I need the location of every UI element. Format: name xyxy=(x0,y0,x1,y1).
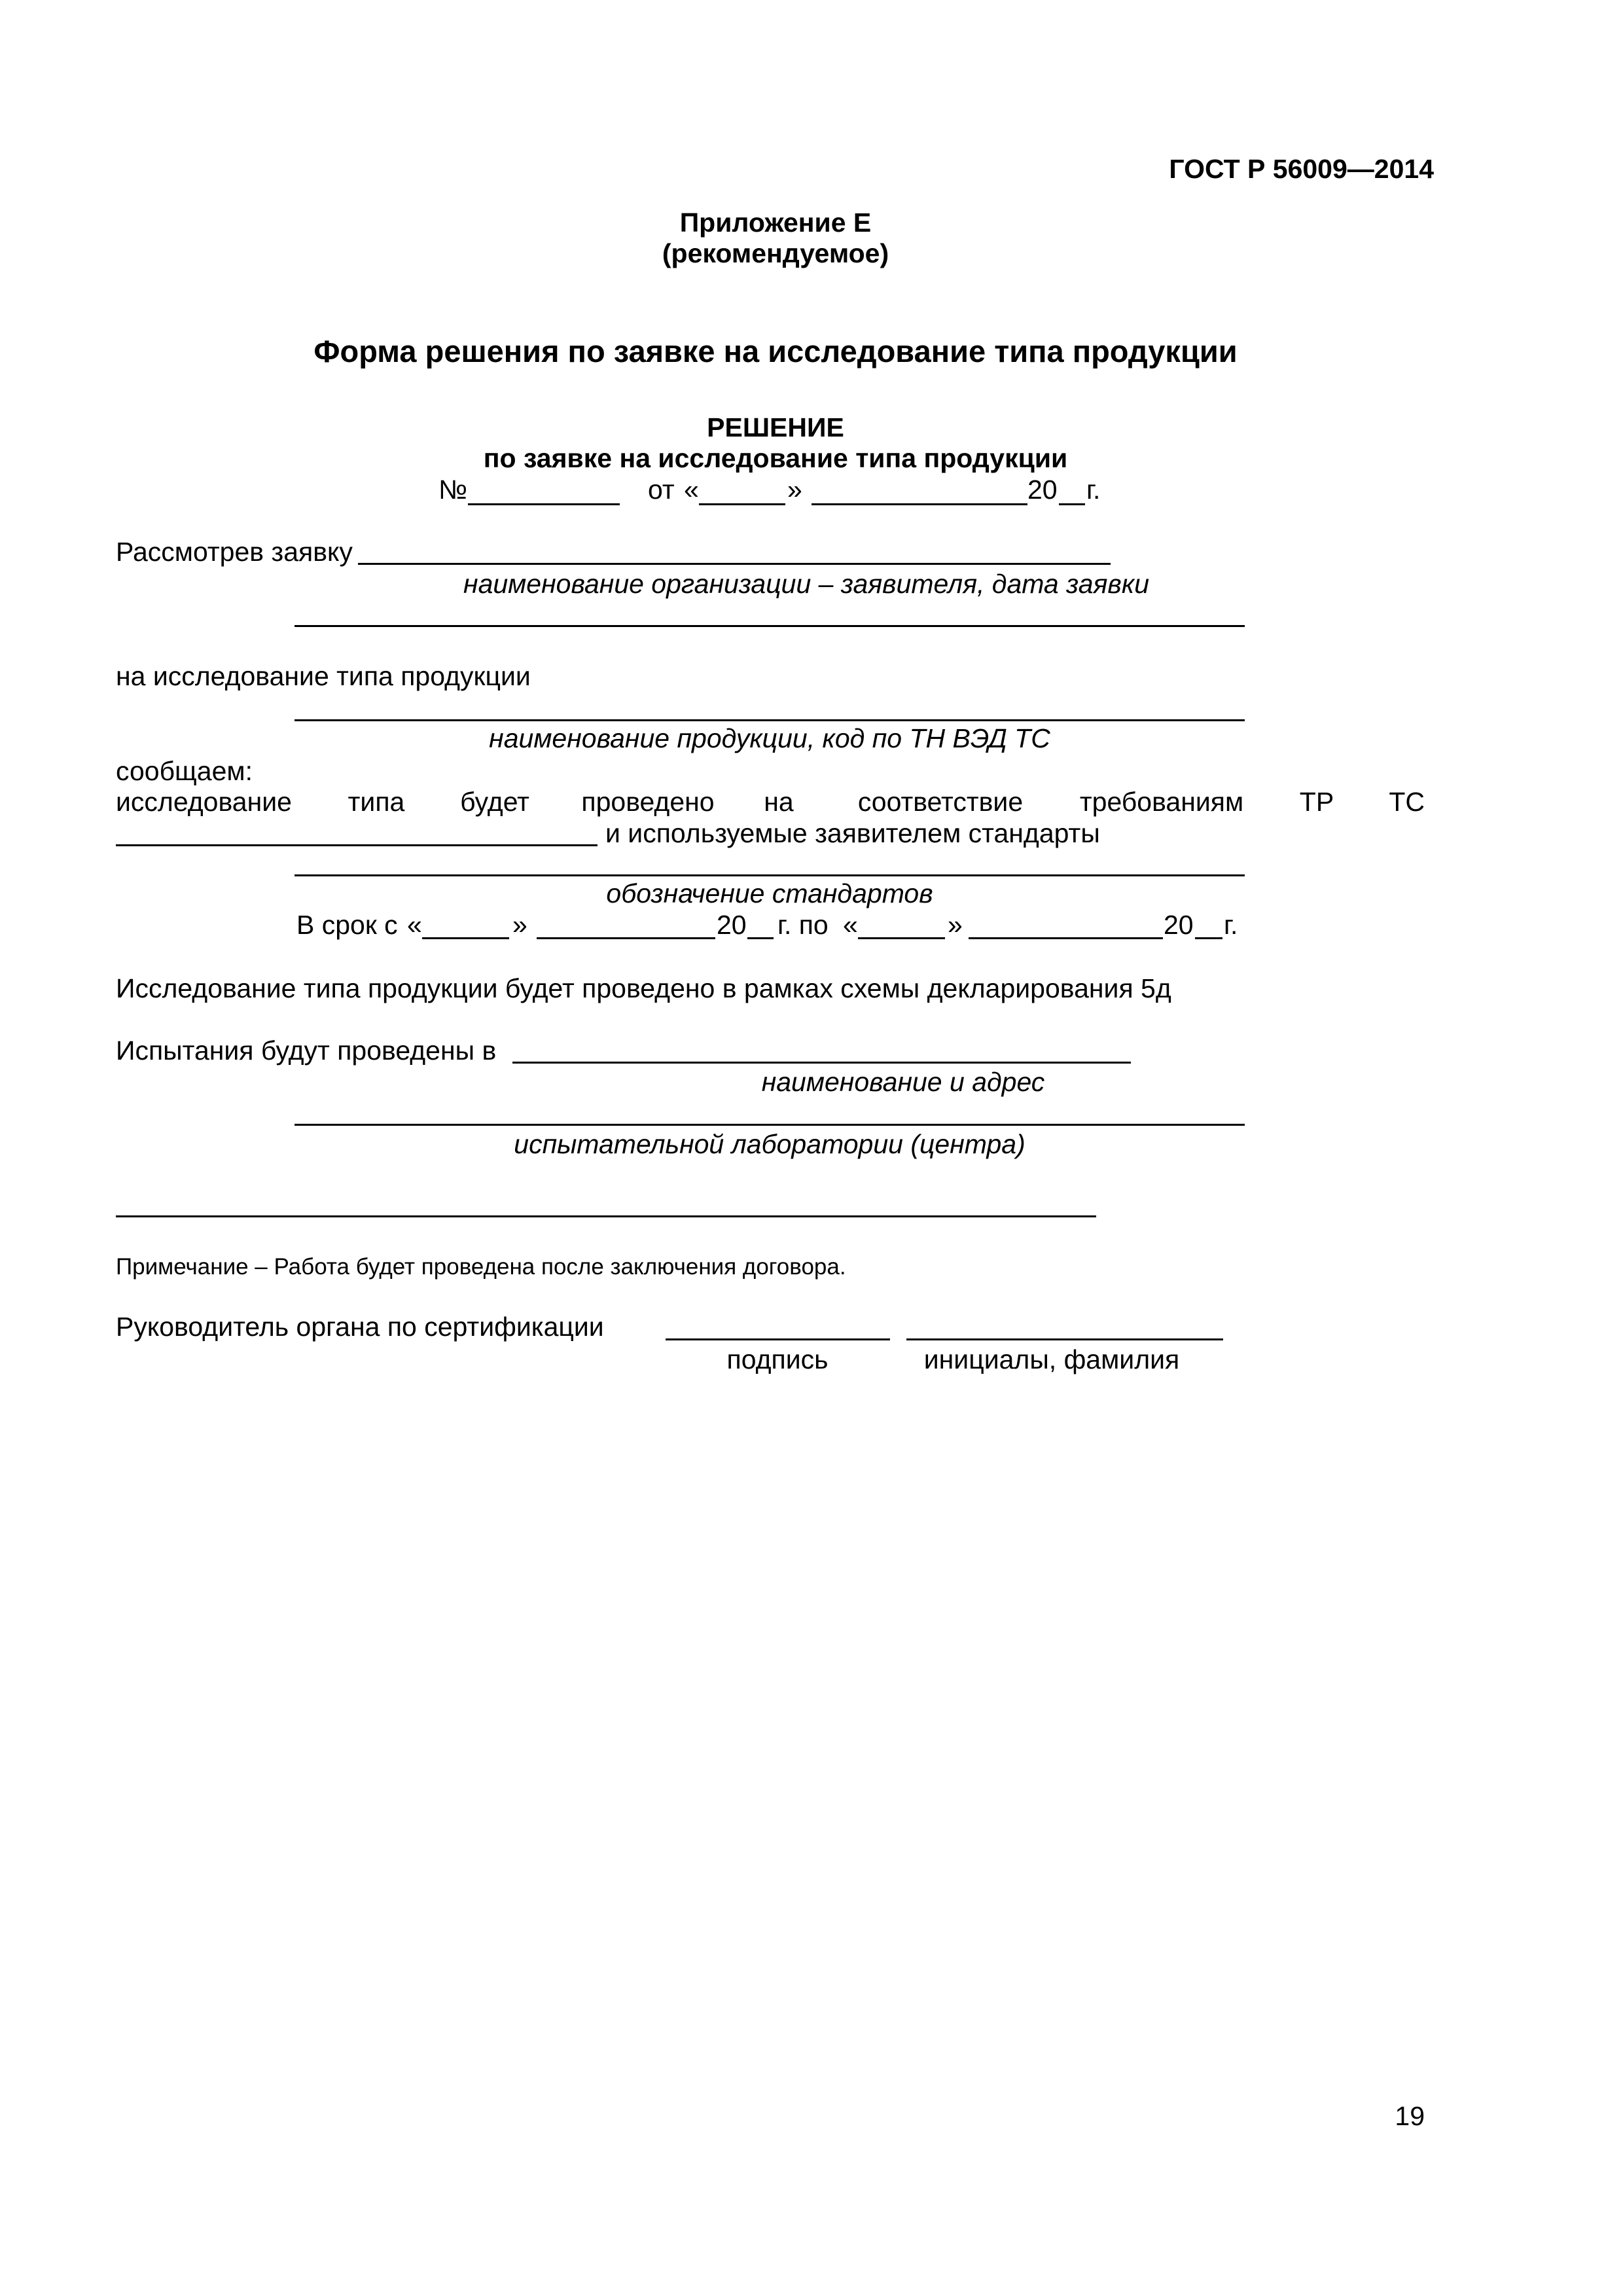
decision-subtitle: по заявке на исследование типа продукции xyxy=(483,443,1068,473)
justified-word-4: проведено xyxy=(581,787,715,817)
term-prefix: В срок с xyxy=(296,910,398,940)
quote-open: « xyxy=(684,475,699,505)
product-field-line[interactable] xyxy=(294,719,1245,721)
term-end-quote-open: « xyxy=(843,910,858,940)
justified-word-5: на xyxy=(764,787,794,817)
term-start-year-prefix: 20 xyxy=(717,910,747,940)
applicant-field-line[interactable] xyxy=(358,563,1111,565)
justified-word-9: ТС xyxy=(1389,787,1425,817)
hint-lab: испытательной лаборатории (центра) xyxy=(514,1129,1026,1159)
term-to-label: г. по xyxy=(777,910,829,940)
term-start-day-line[interactable] xyxy=(422,937,509,939)
from-label: от xyxy=(648,475,675,505)
justified-word-7: требованиям xyxy=(1079,787,1244,817)
day-field-line[interactable] xyxy=(699,503,785,505)
justified-word-3: будет xyxy=(460,787,529,817)
number-field-line[interactable] xyxy=(468,503,620,505)
signature-field-line[interactable] xyxy=(666,1338,890,1340)
inform-label: сообщаем: xyxy=(116,756,253,786)
quote-close: » xyxy=(787,475,802,505)
tests-label: Испытания будут проведены в xyxy=(116,1035,497,1066)
form-title: Форма решения по заявке на исследование типа продукции xyxy=(313,334,1238,368)
term-end-year-suffix: г. xyxy=(1224,910,1238,940)
hint-name-address: наименование и адрес xyxy=(761,1067,1045,1097)
appendix-status: (рекомендуемое) xyxy=(662,238,889,268)
term-end-year-line[interactable] xyxy=(1195,937,1222,939)
number-sign: № xyxy=(438,475,467,505)
term-quote-close: » xyxy=(512,910,527,940)
appendix-title: Приложение Е xyxy=(679,207,872,238)
lab-field-line[interactable] xyxy=(512,1062,1131,1064)
month-field-line[interactable] xyxy=(812,503,1027,505)
justified-word-2: типа xyxy=(348,787,405,817)
hint-applicant: наименование организации – заявителя, дата заявки xyxy=(463,569,1149,599)
justified-word-6: соответствие xyxy=(857,787,1024,817)
hint-standards: обозначение стандартов xyxy=(606,878,933,908)
extra-field-line[interactable] xyxy=(116,1215,1096,1217)
research-label: на исследование типа продукции xyxy=(116,661,531,691)
page-number: 19 xyxy=(1395,2101,1425,2131)
justified-word-8: ТР xyxy=(1299,787,1334,817)
term-start-year-line[interactable] xyxy=(747,937,774,939)
term-end-day-line[interactable] xyxy=(858,937,945,939)
term-quote-open: « xyxy=(407,910,422,940)
scheme-text: Исследование типа продукции будет проведено в рамках схемы декларирования 5д xyxy=(116,973,1171,1003)
hint-signature: подпись xyxy=(726,1344,829,1374)
lab-field-line-2[interactable] xyxy=(294,1124,1245,1126)
year-field-line[interactable] xyxy=(1059,503,1085,505)
year-prefix: 20 xyxy=(1027,475,1058,505)
term-start-month-line[interactable] xyxy=(537,937,715,939)
tr-ts-field-line[interactable] xyxy=(116,844,597,846)
year-suffix: г. xyxy=(1086,475,1101,505)
term-end-month-line[interactable] xyxy=(969,937,1163,939)
head-label: Руководитель органа по сертификации xyxy=(116,1312,604,1342)
reviewed-label: Рассмотрев заявку xyxy=(116,537,353,567)
justified-word-1: исследование xyxy=(116,787,292,817)
hint-name: инициалы, фамилия xyxy=(923,1344,1180,1374)
name-field-line[interactable] xyxy=(906,1338,1223,1340)
applicant-field-line-2[interactable] xyxy=(294,625,1245,627)
note-text: Примечание – Работа будет проведена после заключения договора. xyxy=(116,1254,846,1280)
term-end-year-prefix: 20 xyxy=(1164,910,1194,940)
term-end-quote-close: » xyxy=(948,910,963,940)
standards-field-line[interactable] xyxy=(294,874,1245,876)
standard-designation: ГОСТ Р 56009—2014 xyxy=(1169,154,1434,184)
decision-title: РЕШЕНИЕ xyxy=(707,412,844,442)
hint-product: наименование продукции, код по ТН ВЭД ТС xyxy=(489,723,1050,753)
standards-text: и используемые заявителем стандарты xyxy=(605,818,1100,848)
